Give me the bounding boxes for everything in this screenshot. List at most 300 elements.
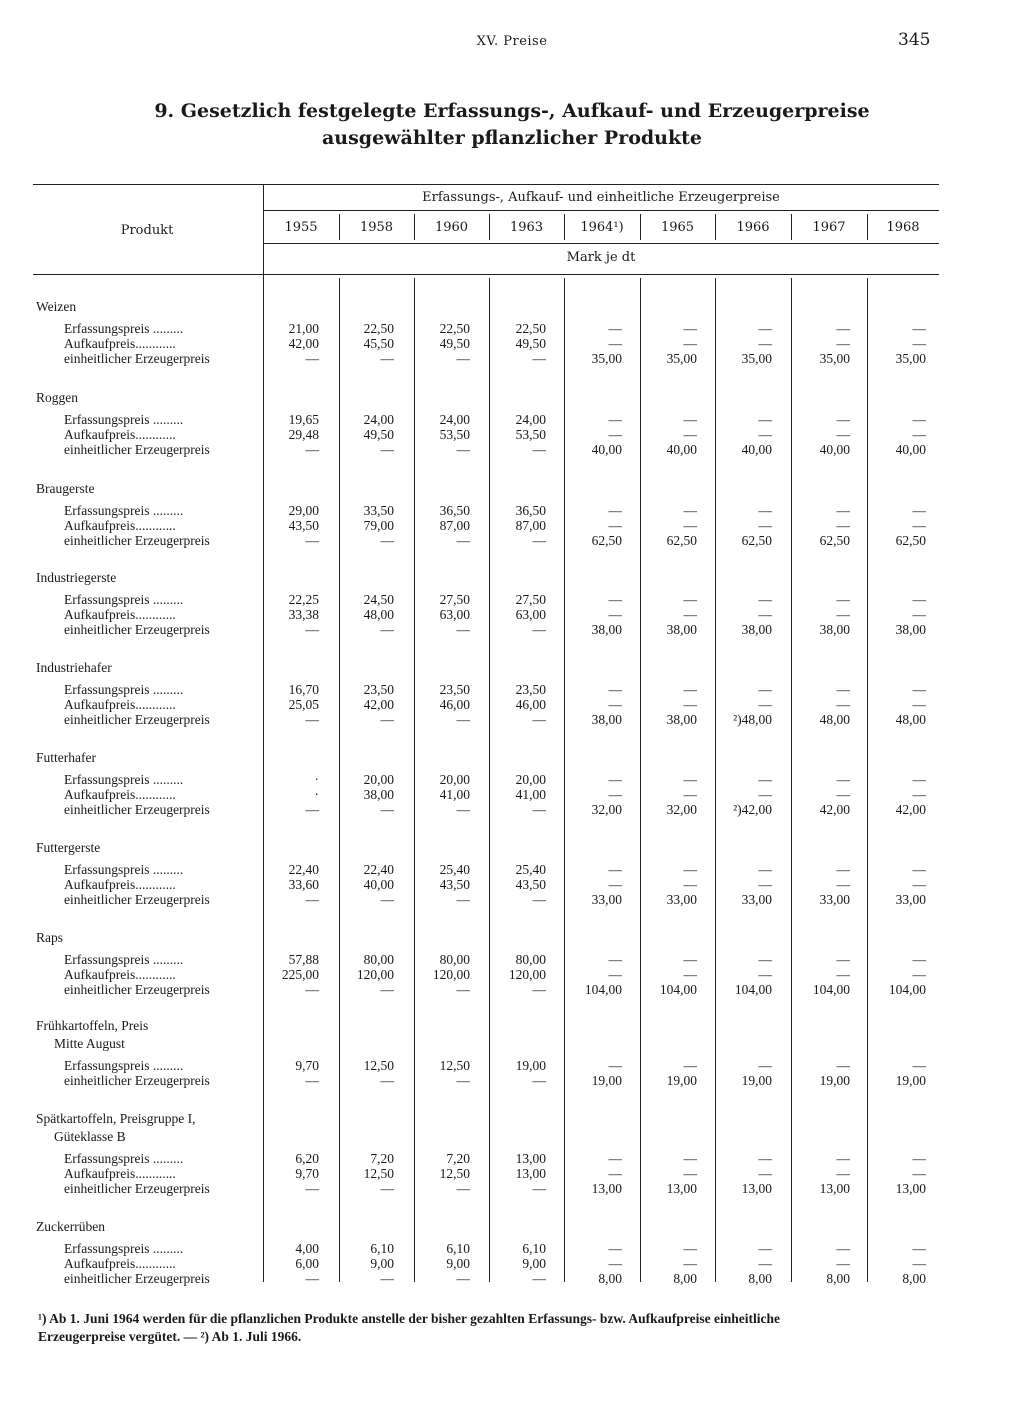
table-cell: — bbox=[912, 787, 926, 802]
table-cell: — bbox=[532, 351, 546, 366]
table-cell: — bbox=[912, 427, 926, 442]
table-cell: — bbox=[532, 712, 546, 727]
table-title-line-2: ausgewählter pflanzlicher Produkte bbox=[321, 127, 703, 149]
row-label: einheitlicher Erzeugerpreis bbox=[64, 533, 210, 548]
table-cell: 35,00 bbox=[741, 351, 772, 366]
table-cell: — bbox=[305, 712, 319, 727]
table-cell: 40,00 bbox=[666, 442, 697, 457]
table-cell: 87,00 bbox=[515, 518, 546, 533]
table-cell: — bbox=[456, 982, 470, 997]
table-cell: 38,00 bbox=[591, 712, 622, 727]
header-bottom-rule bbox=[33, 274, 939, 275]
table-cell: · bbox=[314, 787, 319, 802]
table-cell: 33,60 bbox=[288, 877, 319, 892]
table-cell: 63,00 bbox=[515, 607, 546, 622]
row-label: Erfassungspreis ......... bbox=[64, 321, 184, 336]
table-cell: — bbox=[683, 1241, 697, 1256]
table-cell: — bbox=[532, 1181, 546, 1196]
table-cell: — bbox=[836, 592, 850, 607]
table-cell: — bbox=[608, 321, 622, 336]
year-header-rule-1 bbox=[339, 214, 340, 240]
year-header-1: 1958 bbox=[359, 220, 394, 235]
table-cell: 104,00 bbox=[888, 982, 926, 997]
table-cell: 19,65 bbox=[288, 412, 319, 427]
table-cell: 25,05 bbox=[288, 697, 319, 712]
table-cell: — bbox=[912, 952, 926, 967]
table-cell: 13,00 bbox=[741, 1181, 772, 1196]
table-cell: 33,00 bbox=[591, 892, 622, 907]
table-cell: — bbox=[912, 607, 926, 622]
table-cell: 22,50 bbox=[439, 321, 470, 336]
table-cell: 9,70 bbox=[295, 1166, 319, 1181]
table-cell: 35,00 bbox=[591, 351, 622, 366]
table-cell: — bbox=[380, 533, 394, 548]
table-cell: 43,50 bbox=[288, 518, 319, 533]
table-cell: — bbox=[912, 697, 926, 712]
table-cell: 24,00 bbox=[363, 412, 394, 427]
product-name: Raps bbox=[36, 930, 63, 945]
table-cell: 21,00 bbox=[288, 321, 319, 336]
row-label: einheitlicher Erzeugerpreis bbox=[64, 351, 210, 366]
header-group-rule bbox=[263, 210, 939, 211]
row-label: Aufkaufpreis............ bbox=[64, 427, 176, 442]
table-cell: 120,00 bbox=[356, 967, 394, 982]
table-cell: — bbox=[305, 622, 319, 637]
table-cell: — bbox=[532, 442, 546, 457]
table-cell: 80,00 bbox=[515, 952, 546, 967]
table-cell: — bbox=[608, 967, 622, 982]
table-cell: — bbox=[456, 351, 470, 366]
table-cell: — bbox=[456, 1073, 470, 1088]
table-cell: — bbox=[758, 1058, 772, 1073]
table-cell: — bbox=[456, 1271, 470, 1286]
table-cell: 42,00 bbox=[895, 802, 926, 817]
table-cell: — bbox=[532, 892, 546, 907]
table-cell: 38,00 bbox=[895, 622, 926, 637]
table-cell: 225,00 bbox=[281, 967, 319, 982]
table-cell: 9,70 bbox=[295, 1058, 319, 1073]
table-cell: — bbox=[608, 607, 622, 622]
footnote-line-2: Erzeugerpreise vergütet. — ²) Ab 1. Juli 1966. bbox=[38, 1329, 302, 1344]
table-title-line-1: 9. Gesetzlich festgelegte Erfassungs-, Aufkauf- und Erzeugerpreise bbox=[154, 100, 870, 122]
table-cell: 32,00 bbox=[591, 802, 622, 817]
table-cell: 22,40 bbox=[363, 862, 394, 877]
year-header-rule-8 bbox=[867, 214, 868, 240]
year-header-5: 1965 bbox=[660, 220, 695, 235]
table-cell: — bbox=[758, 1166, 772, 1181]
table-cell: — bbox=[532, 802, 546, 817]
table-cell: 33,00 bbox=[666, 892, 697, 907]
table-cell: — bbox=[456, 533, 470, 548]
table-cell: — bbox=[912, 336, 926, 351]
table-cell: — bbox=[836, 607, 850, 622]
table-cell: 38,00 bbox=[666, 712, 697, 727]
year-header-rule-2 bbox=[414, 214, 415, 240]
product-name: Spätkartoffeln, Preisgruppe I, bbox=[36, 1111, 196, 1126]
row-label: Erfassungspreis ......... bbox=[64, 682, 184, 697]
table-cell: — bbox=[758, 877, 772, 892]
table-cell: — bbox=[608, 952, 622, 967]
table-cell: — bbox=[608, 518, 622, 533]
table-cell: — bbox=[683, 1166, 697, 1181]
table-cell: — bbox=[380, 892, 394, 907]
table-cell: 33,00 bbox=[741, 892, 772, 907]
row-label: einheitlicher Erzeugerpreis bbox=[64, 622, 210, 637]
product-name: Roggen bbox=[36, 390, 78, 405]
table-cell: 49,50 bbox=[363, 427, 394, 442]
table-cell: 40,00 bbox=[363, 877, 394, 892]
year-header-8: 1968 bbox=[886, 220, 920, 235]
table-cell: — bbox=[456, 712, 470, 727]
table-cell: — bbox=[758, 1151, 772, 1166]
table-cell: 12,50 bbox=[363, 1166, 394, 1181]
table-cell: 48,00 bbox=[819, 712, 850, 727]
table-cell: 22,25 bbox=[288, 592, 319, 607]
table-cell: — bbox=[608, 427, 622, 442]
row-label: Aufkaufpreis............ bbox=[64, 518, 176, 533]
product-name: Futtergerste bbox=[36, 840, 101, 855]
table-cell: — bbox=[758, 682, 772, 697]
table-cell: 38,00 bbox=[666, 622, 697, 637]
table-cell: 35,00 bbox=[666, 351, 697, 366]
table-cell: ²)42,00 bbox=[733, 802, 772, 817]
table-cell: — bbox=[305, 1073, 319, 1088]
table-cell: · bbox=[314, 772, 319, 787]
table-cell: 23,50 bbox=[515, 682, 546, 697]
table-cell: — bbox=[758, 697, 772, 712]
table-cell: 79,00 bbox=[363, 518, 394, 533]
table-cell: — bbox=[532, 622, 546, 637]
table-cell: — bbox=[683, 1151, 697, 1166]
footnotes bbox=[38, 1310, 958, 1346]
row-label: Erfassungspreis ......... bbox=[64, 1058, 184, 1073]
table-cell: — bbox=[758, 592, 772, 607]
table-cell: 13,00 bbox=[591, 1181, 622, 1196]
table-cell: — bbox=[758, 787, 772, 802]
table-cell: 42,00 bbox=[819, 802, 850, 817]
table-cell: — bbox=[305, 892, 319, 907]
table-cell: 49,50 bbox=[439, 336, 470, 351]
table-cell: — bbox=[608, 697, 622, 712]
table-cell: — bbox=[683, 1256, 697, 1271]
table-cell: 7,20 bbox=[370, 1151, 394, 1166]
table-cell: 62,50 bbox=[895, 533, 926, 548]
table-top-rule bbox=[33, 184, 939, 185]
product-name: Mitte August bbox=[54, 1036, 125, 1051]
table-cell: 27,50 bbox=[439, 592, 470, 607]
table-cell: — bbox=[758, 952, 772, 967]
table-cell: — bbox=[912, 503, 926, 518]
table-cell: 35,00 bbox=[819, 351, 850, 366]
table-cell: — bbox=[683, 967, 697, 982]
table-cell: — bbox=[608, 1058, 622, 1073]
table-cell: 45,50 bbox=[363, 336, 394, 351]
table-cell: 35,00 bbox=[895, 351, 926, 366]
table-cell: — bbox=[836, 412, 850, 427]
table-cell: 8,00 bbox=[826, 1271, 850, 1286]
table-cell: 41,00 bbox=[439, 787, 470, 802]
table-cell: 62,50 bbox=[819, 533, 850, 548]
year-header-3: 1963 bbox=[509, 220, 544, 235]
table-cell: 22,50 bbox=[515, 321, 546, 336]
table-cell: 48,00 bbox=[363, 607, 394, 622]
table-cell: — bbox=[683, 877, 697, 892]
row-label: Aufkaufpreis............ bbox=[64, 877, 176, 892]
table-cell: — bbox=[912, 1241, 926, 1256]
table-cell: — bbox=[912, 321, 926, 336]
table-cell: 104,00 bbox=[584, 982, 622, 997]
table-cell: 6,10 bbox=[446, 1241, 470, 1256]
table-cell: — bbox=[683, 697, 697, 712]
table-cell: — bbox=[683, 518, 697, 533]
table-cell: 38,00 bbox=[591, 622, 622, 637]
table-cell: 9,00 bbox=[370, 1256, 394, 1271]
row-label: Erfassungspreis ......... bbox=[64, 503, 184, 518]
table-cell: 8,00 bbox=[673, 1271, 697, 1286]
table-cell: — bbox=[683, 862, 697, 877]
year-header-0: 1955 bbox=[284, 220, 318, 235]
table-cell: 104,00 bbox=[812, 982, 850, 997]
table-cell: — bbox=[912, 1058, 926, 1073]
table-cell: 33,50 bbox=[363, 503, 394, 518]
table-cell: 7,20 bbox=[446, 1151, 470, 1166]
table-cell: 24,00 bbox=[439, 412, 470, 427]
table-cell: — bbox=[912, 877, 926, 892]
table-cell: 19,00 bbox=[819, 1073, 850, 1088]
row-label: Aufkaufpreis............ bbox=[64, 607, 176, 622]
table-cell: — bbox=[608, 503, 622, 518]
table-cell: 8,00 bbox=[748, 1271, 772, 1286]
table-cell: 33,38 bbox=[288, 607, 319, 622]
table-cell: — bbox=[456, 442, 470, 457]
table-cell: — bbox=[532, 533, 546, 548]
table-cell: 46,00 bbox=[515, 697, 546, 712]
year-header-rule-4 bbox=[564, 214, 565, 240]
table-cell: 13,00 bbox=[515, 1151, 546, 1166]
table-cell: — bbox=[836, 862, 850, 877]
table-cell: — bbox=[532, 1073, 546, 1088]
table-cell: 62,50 bbox=[591, 533, 622, 548]
table-cell: 32,00 bbox=[666, 802, 697, 817]
table-cell: 13,00 bbox=[666, 1181, 697, 1196]
table-cell: — bbox=[608, 862, 622, 877]
table-cell: — bbox=[683, 682, 697, 697]
year-header-rule-5 bbox=[640, 214, 641, 240]
table-cell: — bbox=[758, 412, 772, 427]
table-cell: 62,50 bbox=[741, 533, 772, 548]
row-label: Erfassungspreis ......... bbox=[64, 1241, 184, 1256]
table-cell: — bbox=[912, 1256, 926, 1271]
table-cell: — bbox=[912, 1166, 926, 1181]
table-cell: 27,50 bbox=[515, 592, 546, 607]
table-cell: 4,00 bbox=[295, 1241, 319, 1256]
product-name: Industriegerste bbox=[36, 570, 117, 585]
table-cell: — bbox=[608, 412, 622, 427]
year-header-4: 1964¹) bbox=[580, 220, 624, 235]
table-cell: — bbox=[836, 518, 850, 533]
product-name: Zuckerrüben bbox=[36, 1219, 105, 1234]
table-cell: 23,50 bbox=[439, 682, 470, 697]
table-cell: — bbox=[836, 967, 850, 982]
table-cell: 36,50 bbox=[515, 503, 546, 518]
row-label: Erfassungspreis ......... bbox=[64, 772, 184, 787]
table-cell: — bbox=[758, 321, 772, 336]
table-cell: 6,20 bbox=[295, 1151, 319, 1166]
table-cell: 13,00 bbox=[895, 1181, 926, 1196]
row-label: Aufkaufpreis............ bbox=[64, 967, 176, 982]
table-cell: ²)48,00 bbox=[733, 712, 772, 727]
table-cell: — bbox=[758, 1241, 772, 1256]
table-cell: 41,00 bbox=[515, 787, 546, 802]
table-cell: 40,00 bbox=[741, 442, 772, 457]
table-cell: — bbox=[912, 772, 926, 787]
table-cell: — bbox=[836, 1151, 850, 1166]
product-name: Futterhafer bbox=[36, 750, 96, 765]
table-cell: 33,00 bbox=[819, 892, 850, 907]
table-cell: — bbox=[758, 1256, 772, 1271]
table-cell: — bbox=[608, 682, 622, 697]
table-cell: 12,50 bbox=[363, 1058, 394, 1073]
row-label: Erfassungspreis ......... bbox=[64, 412, 184, 427]
table-cell: 19,00 bbox=[895, 1073, 926, 1088]
table-cell: — bbox=[836, 427, 850, 442]
table-cell: — bbox=[683, 772, 697, 787]
table-cell: — bbox=[683, 336, 697, 351]
table-cell: 16,70 bbox=[288, 682, 319, 697]
row-label: einheitlicher Erzeugerpreis bbox=[64, 892, 210, 907]
row-label: Erfassungspreis ......... bbox=[64, 862, 184, 877]
table-cell: 42,00 bbox=[288, 336, 319, 351]
table-cell: 43,50 bbox=[439, 877, 470, 892]
table-cell: 20,00 bbox=[363, 772, 394, 787]
table-cell: 53,50 bbox=[515, 427, 546, 442]
page-number: 345 bbox=[898, 30, 931, 50]
table-cell: 24,00 bbox=[515, 412, 546, 427]
table-cell: 13,00 bbox=[515, 1166, 546, 1181]
table-cell: 25,40 bbox=[515, 862, 546, 877]
table-cell: — bbox=[305, 1271, 319, 1286]
row-label: Erfassungspreis ......... bbox=[64, 592, 184, 607]
table-cell: — bbox=[380, 442, 394, 457]
row-label: einheitlicher Erzeugerpreis bbox=[64, 1271, 210, 1286]
table-cell: 46,00 bbox=[439, 697, 470, 712]
table-cell: — bbox=[758, 967, 772, 982]
table-cell: — bbox=[836, 1166, 850, 1181]
table-title bbox=[0, 98, 1024, 152]
year-header-rule-3 bbox=[489, 214, 490, 240]
table-cell: — bbox=[608, 592, 622, 607]
row-label: Aufkaufpreis............ bbox=[64, 336, 176, 351]
table-cell: 6,00 bbox=[295, 1256, 319, 1271]
table-cell: 120,00 bbox=[508, 967, 546, 982]
table-cell: 87,00 bbox=[439, 518, 470, 533]
table-cell: 38,00 bbox=[741, 622, 772, 637]
table-cell: — bbox=[683, 321, 697, 336]
table-cell: 40,00 bbox=[819, 442, 850, 457]
table-cell: — bbox=[456, 1181, 470, 1196]
table-cell: — bbox=[758, 518, 772, 533]
table-cell: 29,00 bbox=[288, 503, 319, 518]
table-cell: 57,88 bbox=[288, 952, 319, 967]
product-name: Güteklasse B bbox=[54, 1129, 126, 1144]
table-cell: — bbox=[836, 952, 850, 967]
table-cell: — bbox=[683, 503, 697, 518]
table-cell: — bbox=[836, 1058, 850, 1073]
table-cell: 48,00 bbox=[895, 712, 926, 727]
row-label: einheitlicher Erzeugerpreis bbox=[64, 1073, 210, 1088]
year-header-2: 1960 bbox=[434, 220, 469, 235]
table-cell: 13,00 bbox=[819, 1181, 850, 1196]
table-cell: 24,50 bbox=[363, 592, 394, 607]
table-cell: — bbox=[836, 697, 850, 712]
table-cell: — bbox=[683, 787, 697, 802]
row-label: Erfassungspreis ......... bbox=[64, 952, 184, 967]
table-cell: 19,00 bbox=[591, 1073, 622, 1088]
table-cell: — bbox=[683, 607, 697, 622]
row-label: Aufkaufpreis............ bbox=[64, 1256, 176, 1271]
table-cell: — bbox=[380, 1271, 394, 1286]
table-cell: — bbox=[608, 1256, 622, 1271]
table-cell: 22,40 bbox=[288, 862, 319, 877]
table-cell: 8,00 bbox=[598, 1271, 622, 1286]
table-cell: 38,00 bbox=[819, 622, 850, 637]
table-cell: — bbox=[305, 442, 319, 457]
table-cell: — bbox=[456, 892, 470, 907]
table-cell: 19,00 bbox=[515, 1058, 546, 1073]
table-cell: — bbox=[758, 503, 772, 518]
table-cell: 104,00 bbox=[659, 982, 697, 997]
product-name: Weizen bbox=[36, 299, 77, 314]
table-cell: 9,00 bbox=[522, 1256, 546, 1271]
row-label: Aufkaufpreis............ bbox=[64, 1166, 176, 1181]
table-cell: — bbox=[836, 877, 850, 892]
table-cell: — bbox=[380, 982, 394, 997]
table-cell: — bbox=[836, 503, 850, 518]
table-cell: 62,50 bbox=[666, 533, 697, 548]
row-label: einheitlicher Erzeugerpreis bbox=[64, 982, 210, 997]
table-cell: — bbox=[608, 1151, 622, 1166]
table-cell: — bbox=[380, 1073, 394, 1088]
unit-header: Mark je dt bbox=[566, 250, 636, 265]
group-column-header: Erfassungs-, Aufkauf- und einheitliche Erzeugerpreise bbox=[422, 190, 780, 205]
year-header-6: 1966 bbox=[736, 220, 770, 235]
table-cell: — bbox=[758, 862, 772, 877]
table-cell: 19,00 bbox=[666, 1073, 697, 1088]
table-cell: — bbox=[683, 1058, 697, 1073]
table-cell: — bbox=[758, 607, 772, 622]
table-cell: — bbox=[683, 952, 697, 967]
table-cell: 80,00 bbox=[363, 952, 394, 967]
table-cell: — bbox=[683, 412, 697, 427]
table-cell: — bbox=[912, 682, 926, 697]
table-cell: 20,00 bbox=[439, 772, 470, 787]
table-cell: — bbox=[608, 772, 622, 787]
product-name: Braugerste bbox=[36, 481, 95, 496]
row-label: einheitlicher Erzeugerpreis bbox=[64, 712, 210, 727]
table-cell: — bbox=[608, 787, 622, 802]
table-cell: 53,50 bbox=[439, 427, 470, 442]
year-header-rule-7 bbox=[791, 214, 792, 240]
table-cell: — bbox=[608, 1166, 622, 1181]
table-cell: — bbox=[912, 967, 926, 982]
header-years-rule bbox=[263, 243, 939, 244]
table-cell: 104,00 bbox=[734, 982, 772, 997]
table-cell: — bbox=[456, 802, 470, 817]
table-cell: — bbox=[836, 787, 850, 802]
table-cell: 22,50 bbox=[363, 321, 394, 336]
table-cell: — bbox=[380, 802, 394, 817]
table-cell: 63,00 bbox=[439, 607, 470, 622]
